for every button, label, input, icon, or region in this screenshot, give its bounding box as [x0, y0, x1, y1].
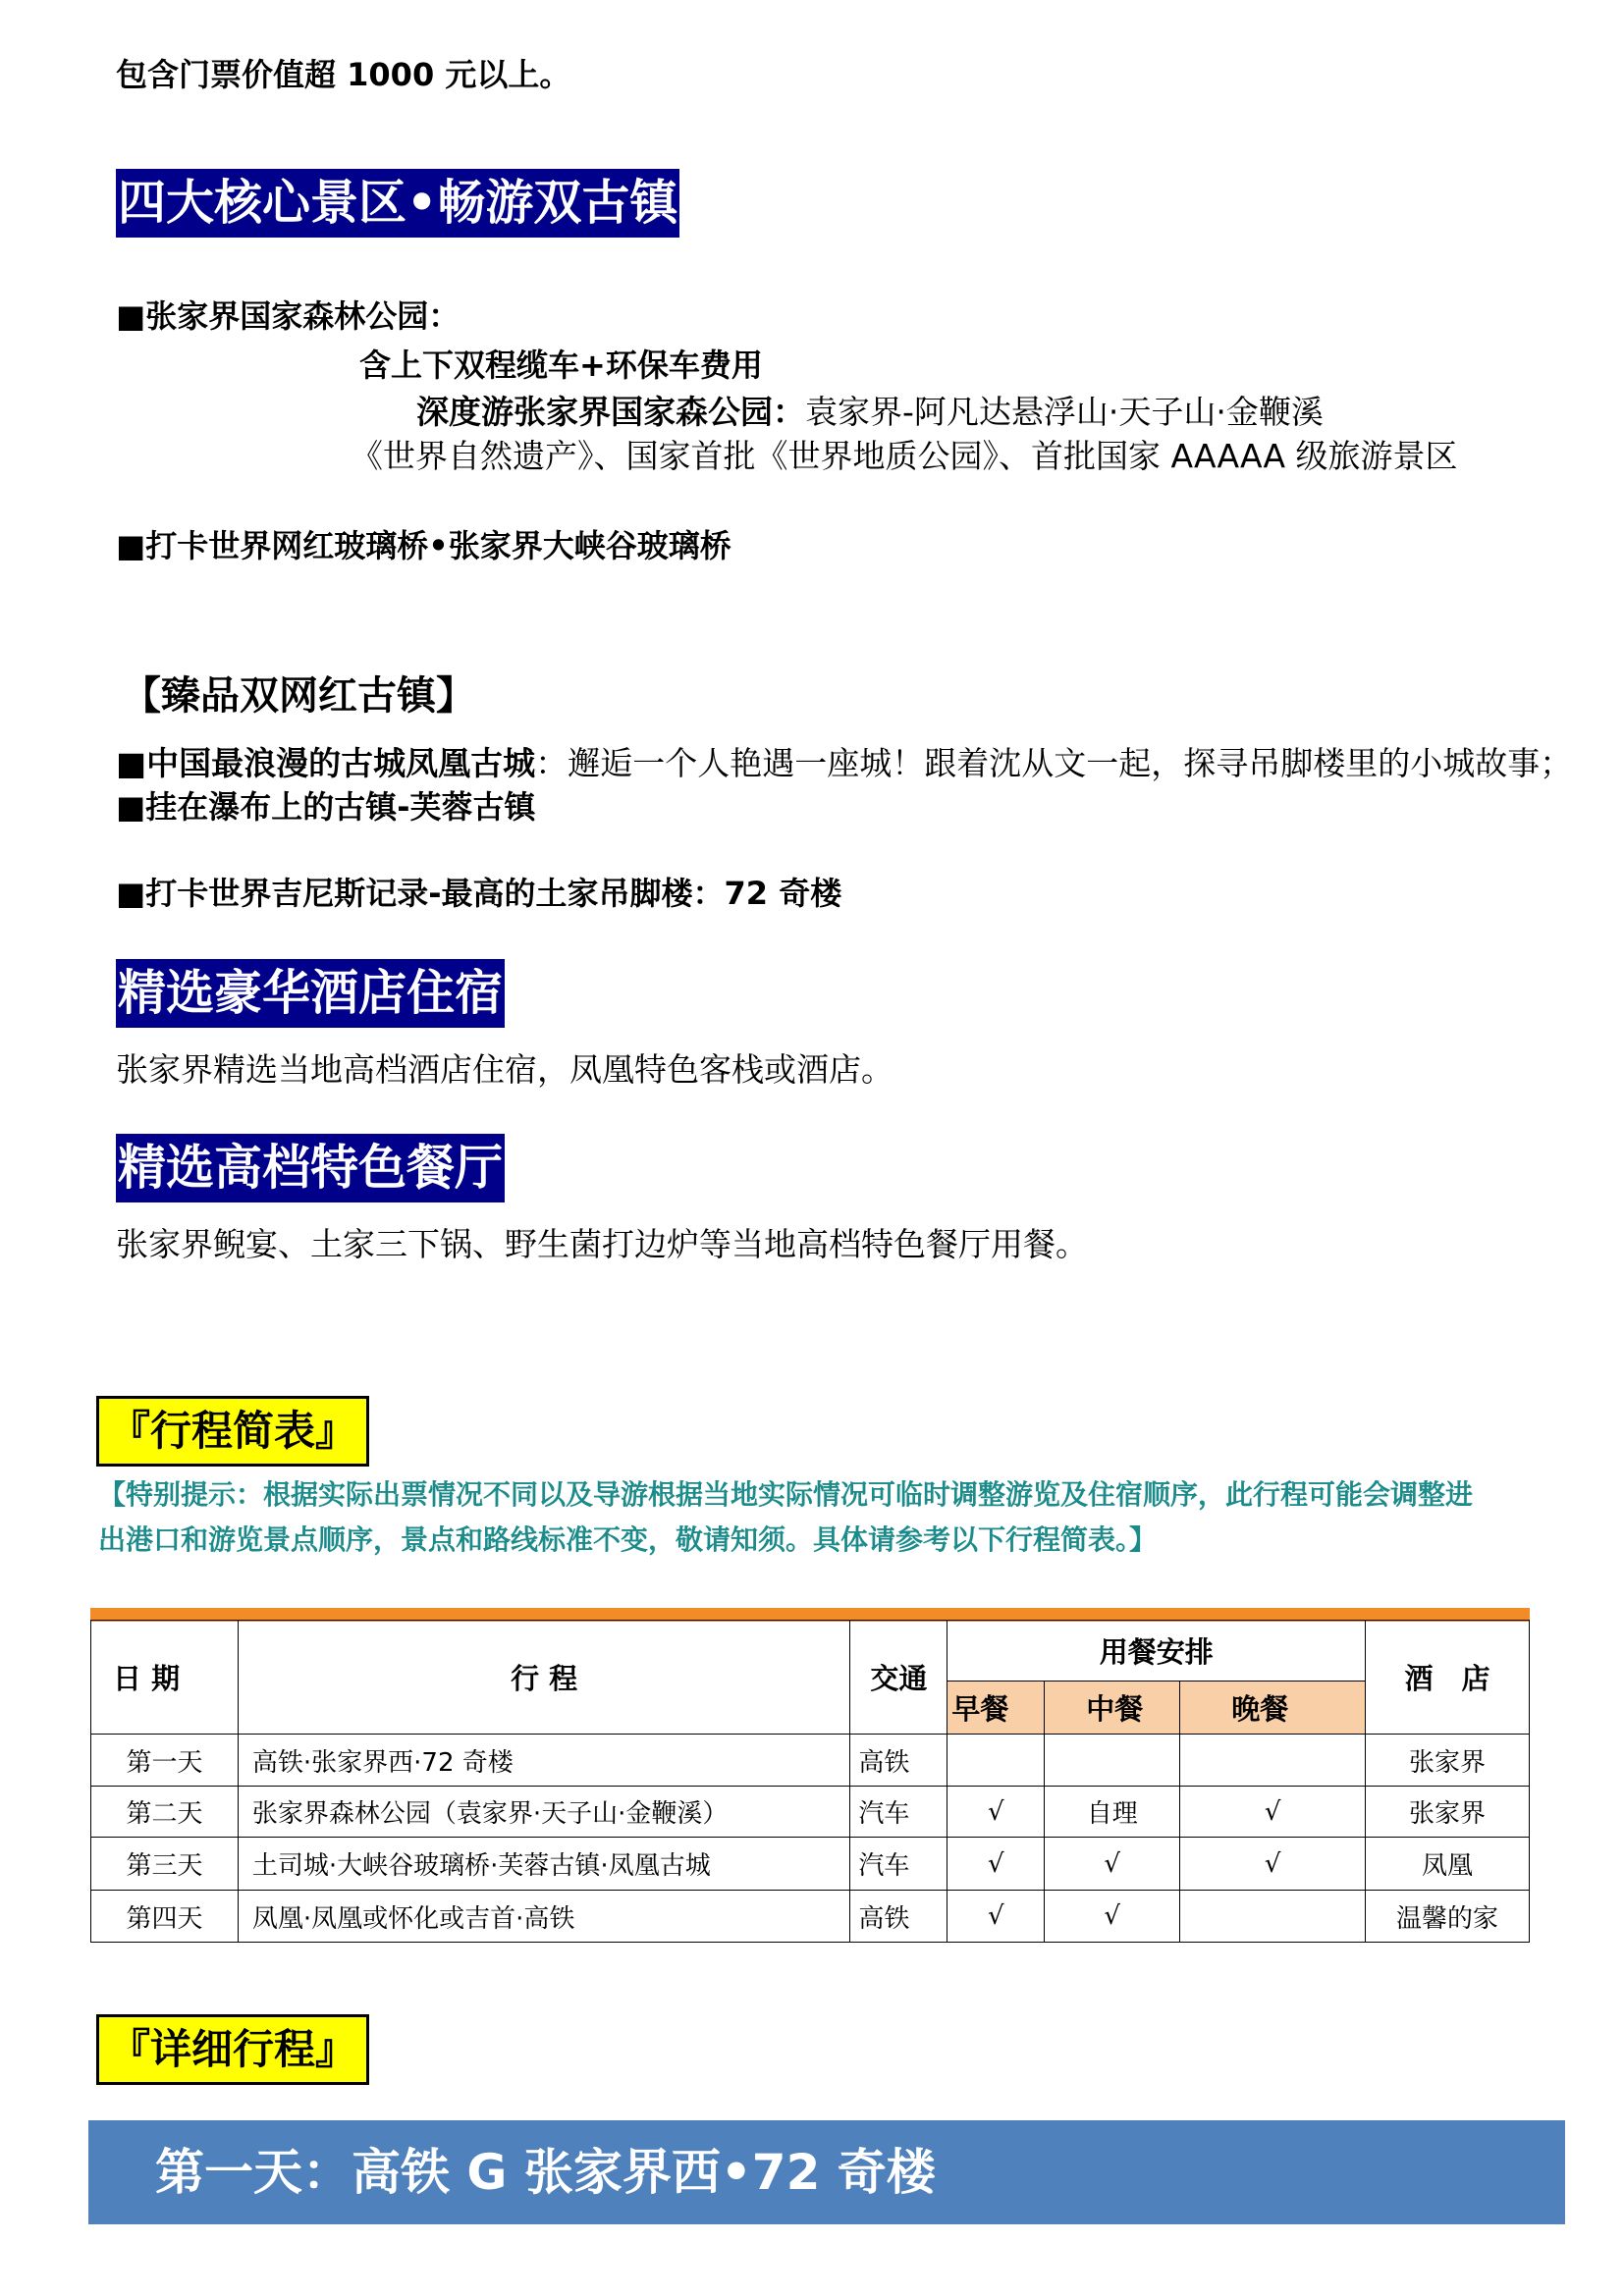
park-deep-line	[416, 393, 1324, 432]
hotel-cell: 张家界	[1366, 1735, 1530, 1787]
dinner-cell	[1180, 1891, 1366, 1943]
notice-line-1: 【特别提示：根据实际出票情况不同以及导游根据当地实际情况可临时调整游览及住宿顺序，此行程可能会调整进	[98, 1478, 1474, 1511]
lunch-cell	[1045, 1735, 1180, 1787]
header-dinner: 晚餐	[1180, 1682, 1366, 1735]
lunch-cell: √	[1045, 1891, 1180, 1943]
route-cell: 凤凰·凤凰或怀化或吉首·高铁	[238, 1891, 849, 1943]
towns-title: 【臻品双网红古镇】	[122, 673, 475, 719]
furong-line: ■挂在瀑布上的古镇-芙蓉古镇	[116, 788, 536, 826]
hotel-cell: 张家界	[1366, 1787, 1530, 1838]
header-breakfast: 早餐	[947, 1682, 1045, 1735]
fenghuang-label: ■中国最浪漫的古城凤凰古城	[116, 744, 536, 782]
day-cell: 第二天	[91, 1787, 239, 1838]
header-date: 日 期	[91, 1621, 239, 1735]
header-transport: 交通	[850, 1621, 947, 1735]
detail-label: 『详细行程』	[96, 2014, 369, 2085]
glass-bridge-line: ■打卡世界网红玻璃桥•张家界大峡谷玻璃桥	[116, 527, 731, 564]
lunch-cell: 自理	[1045, 1787, 1180, 1838]
park-deep-label: 深度游张家界国家森公园：	[416, 393, 805, 431]
transport-cell: 汽车	[850, 1838, 947, 1891]
hotel-heading: 精选豪华酒店住宿	[116, 959, 505, 1028]
header-meals: 用餐安排	[947, 1621, 1366, 1682]
route-cell: 高铁·张家界西·72 奇楼	[238, 1735, 849, 1787]
table-row	[91, 1787, 1530, 1838]
fenghuang-line	[116, 744, 1572, 783]
intro-line: 包含门票价值超 1000 元以上。	[116, 56, 571, 93]
route-cell: 张家界森林公园（袁家界·天子山·金鞭溪）	[238, 1787, 849, 1838]
park-deep-spots: 袁家界-阿凡达悬浮山·天子山·金鞭溪	[805, 393, 1324, 431]
table-row	[91, 1735, 1530, 1787]
schedule-label: 『行程简表』	[96, 1396, 369, 1467]
park-heritage-line: 《世界自然遗产》、国家首批《世界地质公园》、首批国家 AAAAA 级旅游景区	[351, 437, 1458, 475]
qilou-line: ■打卡世界吉尼斯记录-最高的土家吊脚楼：72 奇楼	[116, 875, 842, 912]
lunch-cell: √	[1045, 1838, 1180, 1891]
dinner-cell: √	[1180, 1838, 1366, 1891]
core-scenic-heading: 四大核心景区•畅游双古镇	[116, 169, 679, 238]
header-hotel: 酒 店	[1366, 1621, 1530, 1735]
notice-line-2: 出港口和游览景点顺序，景点和路线标准不变，敬请知须。具体请参考以下行程简表。】	[98, 1523, 1158, 1556]
dinner-cell: √	[1180, 1787, 1366, 1838]
table-row	[91, 1838, 1530, 1891]
day-cell: 第四天	[91, 1891, 239, 1943]
breakfast-cell	[947, 1735, 1045, 1787]
hotel-text: 张家界精选当地高档酒店住宿，凤凰特色客栈或酒店。	[116, 1050, 893, 1089]
transport-cell: 高铁	[850, 1735, 947, 1787]
hotel-cell: 凤凰	[1366, 1838, 1530, 1891]
day-cell: 第一天	[91, 1735, 239, 1787]
dinner-cell	[1180, 1735, 1366, 1787]
table-row	[91, 1891, 1530, 1943]
breakfast-cell: √	[947, 1838, 1045, 1891]
hotel-cell: 温馨的家	[1366, 1891, 1530, 1943]
breakfast-cell: √	[947, 1787, 1045, 1838]
schedule-table	[90, 1620, 1530, 1943]
dining-text: 张家界鲵宴、土家三下锅、野生菌打边炉等当地高档特色餐厅用餐。	[116, 1225, 1088, 1263]
fenghuang-desc: ：邂逅一个人艳遇一座城！跟着沈从文一起，探寻吊脚楼里的小城故事；	[535, 744, 1573, 782]
day-cell: 第三天	[91, 1838, 239, 1891]
day1-title-band: 第一天：高铁 G 张家界西•72 奇楼	[88, 2120, 1565, 2224]
park-title: ■张家界国家森林公园：	[116, 297, 460, 335]
header-itinerary: 行 程	[238, 1621, 849, 1735]
park-cable-line: 含上下双程缆车+环保车费用	[359, 347, 763, 384]
route-cell: 土司城·大峡谷玻璃桥·芙蓉古镇·凤凰古城	[238, 1838, 849, 1891]
dining-heading: 精选高档特色餐厅	[116, 1134, 505, 1202]
header-lunch: 中餐	[1045, 1682, 1180, 1735]
transport-cell: 高铁	[850, 1891, 947, 1943]
breakfast-cell: √	[947, 1891, 1045, 1943]
transport-cell: 汽车	[850, 1787, 947, 1838]
